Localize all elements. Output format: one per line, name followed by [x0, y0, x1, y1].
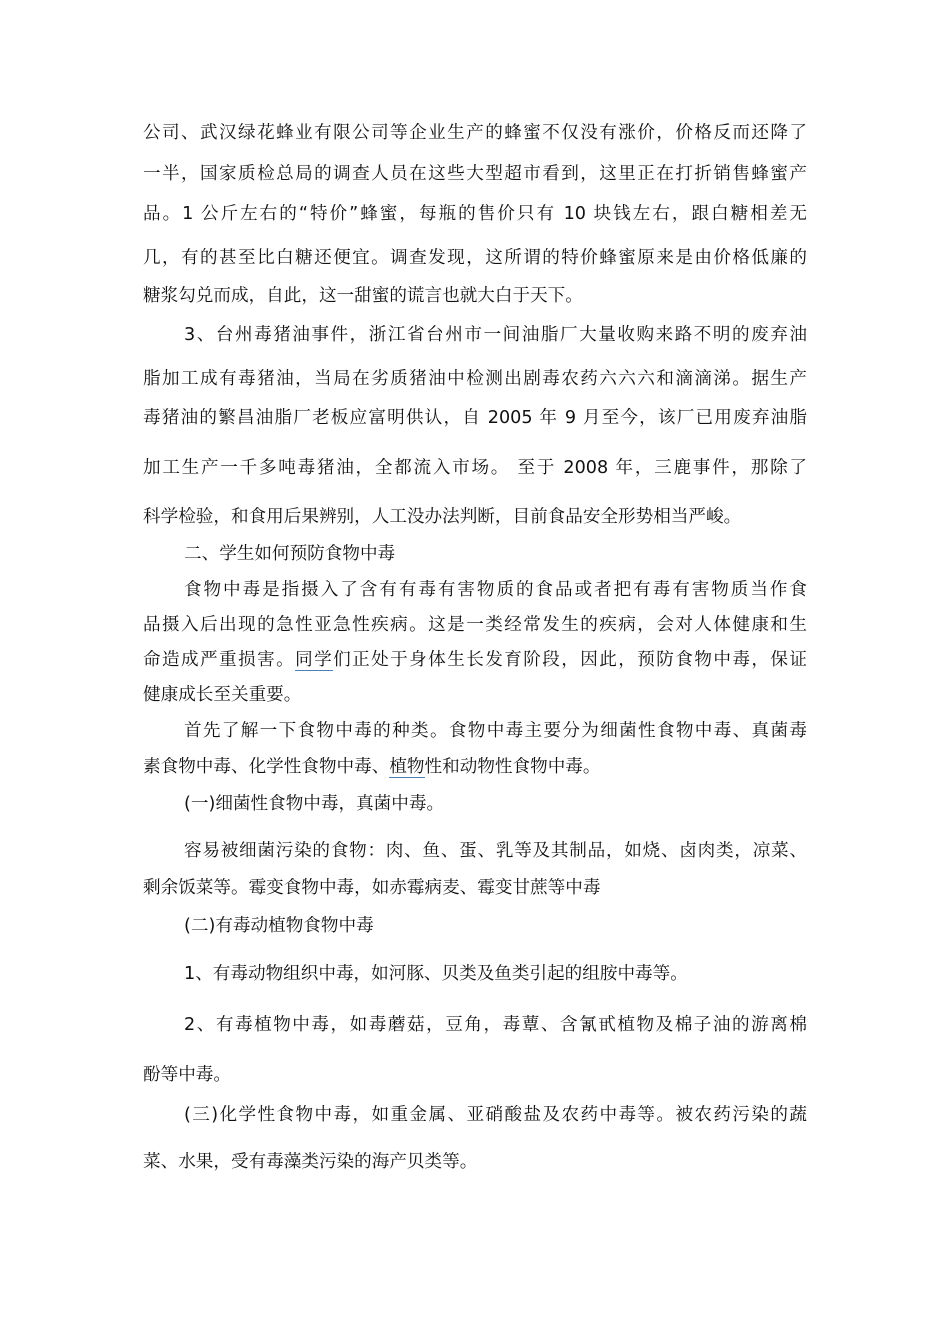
text-line: 几，有的甚至比白糖还便宜。调查发现，这所谓的特价蜂蜜原来是由价格低廉的: [143, 248, 807, 268]
text-span: 们正处于身体生长发育阶段，因此，预防食物中毒，保证: [333, 650, 807, 670]
text-span: 性和动物性食物中毒。: [424, 757, 601, 777]
text-line: 品。1 公斤左右的“特价”蜂蜜，每瓶的售价只有 10 块钱左右，跟白糖相差无: [143, 204, 807, 224]
text-line: [143, 755, 807, 779]
text-line: 2、有毒植物中毒，如毒蘑菇，豆角，毒蕈、含氰甙植物及棉子油的游离棉: [184, 1015, 807, 1035]
subheading: (一)细菌性食物中毒，真菌中毒。: [184, 794, 445, 814]
text-span: 素食物中毒、化学性食物中毒、: [143, 757, 390, 777]
text-line: 脂加工成有毒猪油，当局在劣质猪油中检测出剧毒农药六六六和滴滴涕。据生产: [143, 369, 807, 389]
text-line: 1、有毒动物组织中毒，如河豚、贝类及鱼类引起的组胺中毒等。: [184, 964, 688, 984]
hyperlink-classmates[interactable]: 同学: [295, 650, 334, 670]
text-line: 3、台州毒猪油事件，浙江省台州市一间油脂厂大量收购来路不明的废弃油: [184, 325, 807, 345]
text-line: 菜、水果，受有毒藻类污染的海产贝类等。: [143, 1152, 478, 1172]
text-line: 公司、武汉绿花蜂业有限公司等企业生产的蜂蜜不仅没有涨价，价格反而还降了: [143, 123, 807, 143]
text-line: 食物中毒是指摄入了含有有毒有害物质的食品或者把有毒有害物质当作食: [184, 580, 807, 600]
text-line: 剩余饭菜等。霉变食物中毒，如赤霉病麦、霉变甘蔗等中毒: [143, 878, 601, 898]
text-line: [143, 648, 807, 672]
text-line: 酚等中毒。: [143, 1065, 231, 1085]
text-line: 毒猪油的繁昌油脂厂老板应富明供认，自 2005 年 9 月至今，该厂已用废弃油脂: [143, 408, 807, 428]
section-heading: 二、学生如何预防食物中毒: [184, 544, 396, 564]
text-line: (三)化学性食物中毒，如重金属、亚硝酸盐及农药中毒等。被农药污染的蔬: [184, 1105, 807, 1125]
text-line: 容易被细菌污染的食物：肉、鱼、蛋、乳等及其制品，如烧、卤肉类，凉菜、: [184, 841, 807, 861]
text-span: 命造成严重损害。: [143, 650, 296, 670]
text-line: 健康成长至关重要。: [143, 685, 302, 705]
subheading: (二)有毒动植物食物中毒: [184, 916, 374, 936]
text-line: 加工生产一千多吨毒猪油，全都流入市场。 至于 2008 年，三鹿事件，那除了: [143, 458, 807, 478]
text-line: 科学检验，和食用后果辨别，人工没办法判断，目前食品安全形势相当严峻。: [143, 507, 742, 527]
text-line: 一半，国家质检总局的调查人员在这些大型超市看到，这里正在打折销售蜂蜜产: [143, 164, 807, 184]
text-line: 品摄入后出现的急性亚急性疾病。这是一类经常发生的疾病，会对人体健康和生: [143, 615, 807, 635]
text-line: 首先了解一下食物中毒的种类。食物中毒主要分为细菌性食物中毒、真菌毒: [184, 721, 807, 741]
text-line: 糖浆勾兑而成，自此，这一甜蜜的谎言也就大白于天下。: [143, 286, 583, 306]
hyperlink-plants[interactable]: 植物: [389, 757, 425, 777]
